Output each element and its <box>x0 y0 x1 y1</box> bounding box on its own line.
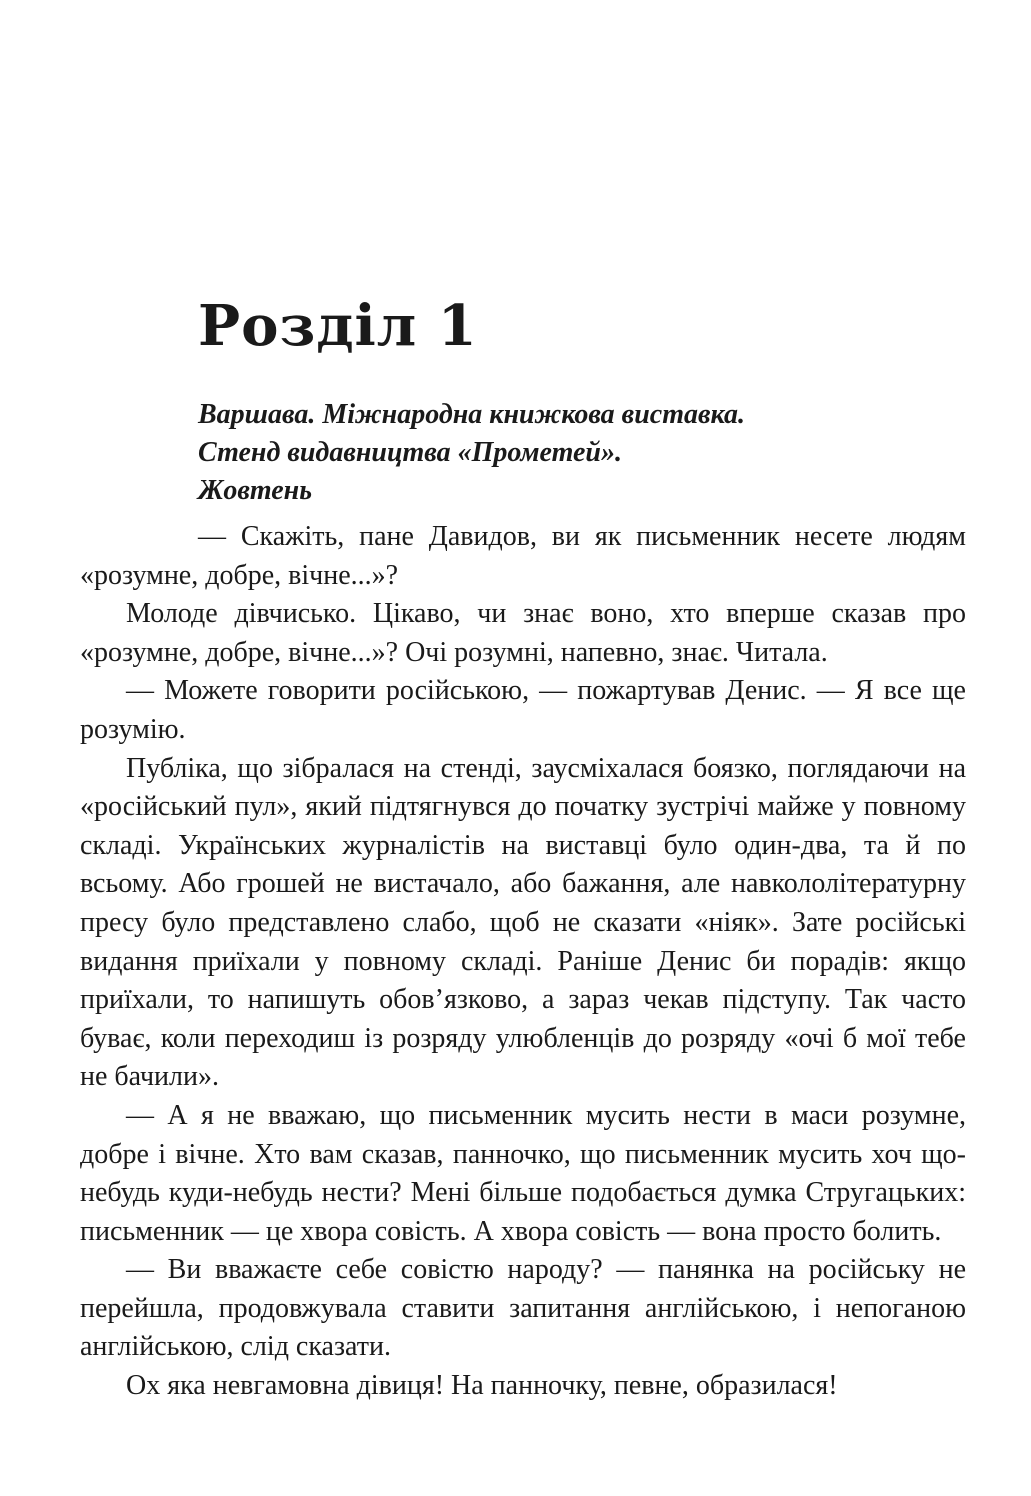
paragraph: Публіка, що зібралася на стенді, заусміхалася боязко, поглядаючи на «російський пул», який підтягнувся до початку зустрічі майже у повному складі. Українських журналістів на виставці було один-два, та й по всьому. Або грошей не вистачало, або бажання, але навкололітературну пресу було представлено слабо, щоб не сказати «ніяк». Зате російські видання приїхали у повному складі. Раніше Денис би порадів: якщо приїхали, то напишуть обов’язково, а зараз чекав підступу. Так часто буває, коли переходиш із розряду улюбленців до розряду «очі б мої тебе не бачили». <box>80 752 966 1093</box>
paragraph: — Ви вважаєте себе совістю народу? — панянка на російську не перейшла, продовжувала ставити запитання англійською, і непоганою англійською, слід сказати. <box>80 1254 966 1363</box>
epigraph-line: Варшава. Міжнародна книжкова виставка. <box>198 399 745 430</box>
paragraph: — Можете говорити російською, — пожартував Денис. — Я все ще розумію. <box>80 675 966 745</box>
epigraph <box>198 396 745 510</box>
paragraph: Ох яка невгамовна дівиця! На панночку, певне, образилася! <box>126 1370 838 1402</box>
body-text <box>80 518 966 1406</box>
chapter-title: Розділ 1 <box>198 293 478 359</box>
paragraph: Молоде дівчисько. Цікаво, чи знає воно, хто вперше сказав про «розумне, добре, вічне...»? Очі розумні, напевно, знає. Читала. <box>80 598 966 668</box>
book-page <box>80 0 966 1496</box>
epigraph-line: Жовтень <box>198 475 313 506</box>
paragraph: — А я не вважаю, що письменник мусить нести в маси розумне, добре і вічне. Хто вам сказав, панночко, що письменник мусить хоч що-небудь куди-небудь нести? Мені більше подобається думка Стругацьких: письменник — це хвора совість. А хвора совість — вона просто болить. <box>80 1099 966 1247</box>
paragraph: — Скажіть, пане Давидов, ви як письменник несете людям «розумне, добре, вічне...»? <box>80 521 966 591</box>
epigraph-line: Стенд видавництва «Прометей». <box>198 437 622 468</box>
